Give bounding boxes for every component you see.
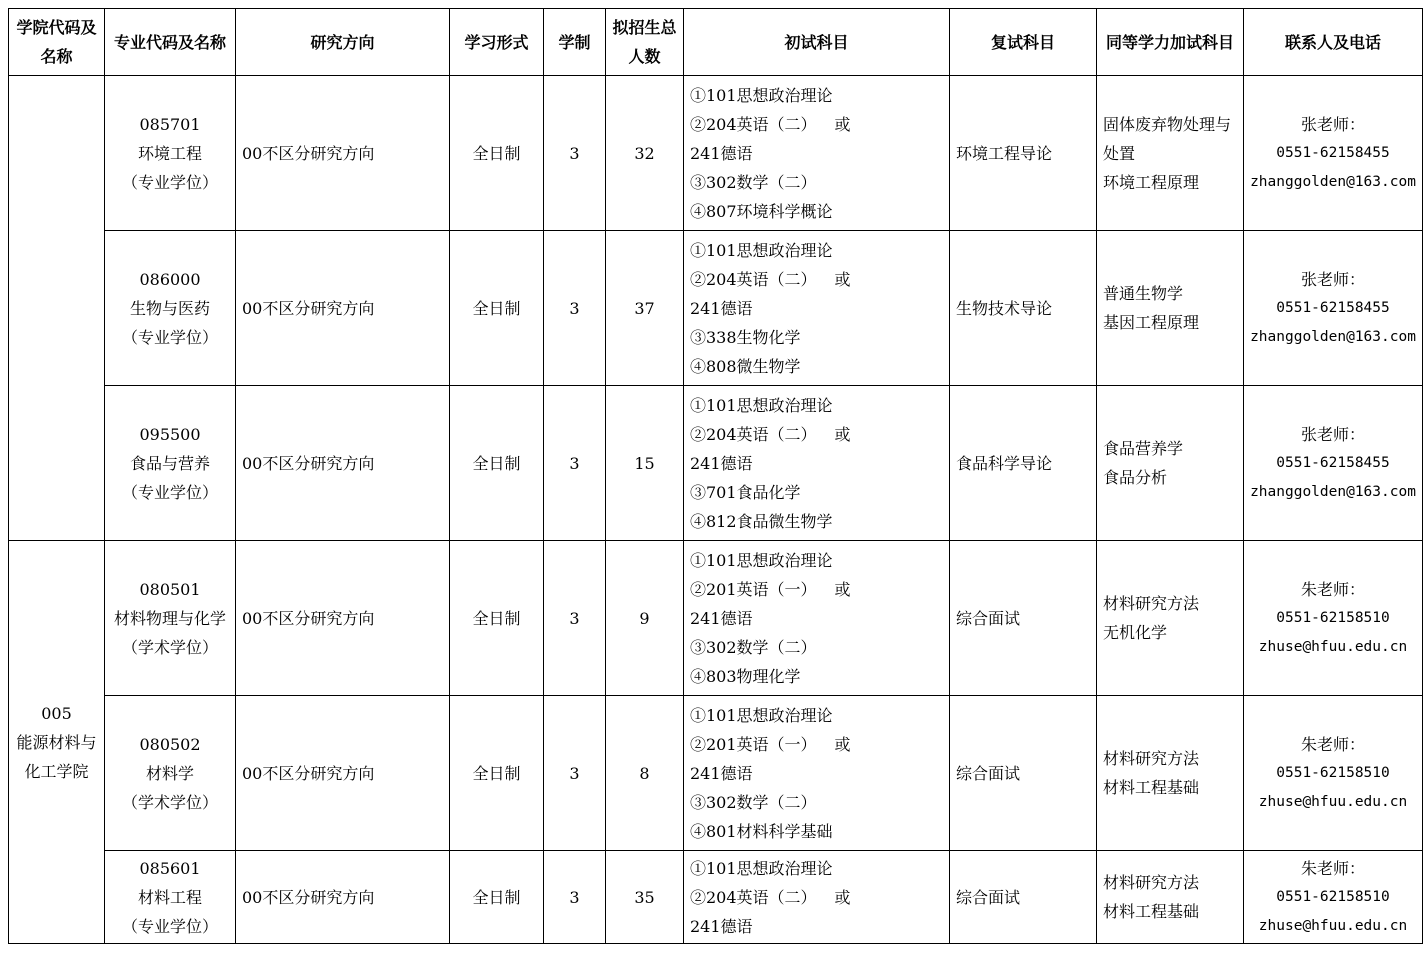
major-code: 080502: [139, 734, 201, 754]
table-row: [9, 696, 1423, 851]
contact-name: 朱老师：: [1300, 579, 1365, 599]
major-name: 食品与营养: [129, 453, 210, 473]
contact-phone: 0551-62158455: [1276, 454, 1390, 471]
major-code: 080501: [139, 579, 201, 599]
mode-cell: 全日制: [450, 76, 544, 231]
years-cell: 3: [544, 386, 606, 541]
contact-phone: 0551-62158510: [1276, 888, 1390, 905]
exam-subject: ④808微生物学: [690, 356, 801, 376]
exam-subject: ①101思想政治理论: [690, 395, 833, 415]
major-name: 材料物理与化学: [113, 608, 226, 628]
exam-or: 或: [834, 424, 851, 444]
exam-or: 或: [834, 887, 851, 907]
years-cell: 3: [544, 696, 606, 851]
major-code: 085701: [139, 114, 201, 134]
header-retest: 复试科目: [950, 9, 1097, 76]
admissions-table: [8, 8, 1423, 944]
major-name: 材料工程: [137, 887, 202, 907]
extra-cell: [1097, 76, 1244, 231]
header-years: 学制: [544, 9, 606, 76]
contact-name: 朱老师：: [1300, 734, 1365, 754]
exam-subject: ②204英语（二）: [690, 269, 817, 289]
exam-subject: ①101思想政治理论: [690, 240, 833, 260]
extra-subject: 材料研究方法: [1103, 749, 1200, 768]
exam-subject-line: [690, 883, 943, 912]
contact-phone: 0551-62158510: [1276, 609, 1390, 626]
exam-subject: ①101思想政治理论: [690, 705, 833, 725]
header-quota: 拟招生总人数: [606, 9, 684, 76]
exam-cell: [684, 696, 950, 851]
contact-cell: [1244, 231, 1423, 386]
degree-type: （专业学位）: [121, 916, 218, 936]
extra-subject: 基因工程原理: [1103, 313, 1200, 332]
direction-cell: 00不区分研究方向: [236, 851, 450, 944]
degree-type: （学术学位）: [121, 792, 218, 812]
major-name: 材料学: [145, 763, 194, 783]
table-row: [9, 851, 1423, 944]
header-direction: 研究方向: [236, 9, 450, 76]
exam-subject: ②204英语（二）: [690, 424, 817, 444]
extra-cell: [1097, 386, 1244, 541]
exam-or: 或: [834, 734, 851, 754]
contact-name: 朱老师：: [1300, 858, 1365, 878]
extra-subject: 材料研究方法: [1103, 594, 1200, 613]
contact-cell: [1244, 851, 1423, 944]
mode-cell: 全日制: [450, 851, 544, 944]
exam-subject: ①101思想政治理论: [690, 550, 833, 570]
exam-subject: ②204英语（二）: [690, 887, 817, 907]
quota-cell: 9: [606, 541, 684, 696]
contact-email: zhanggolden@163.com: [1250, 173, 1416, 190]
exam-subject: ③302数学（二）: [690, 637, 817, 657]
college-name: 能源材料与化工学院: [16, 732, 97, 781]
exam-subject: ③338生物化学: [690, 327, 801, 347]
exam-subject-line: [690, 575, 943, 604]
contact-email: zhuse@hfuu.edu.cn: [1258, 638, 1408, 655]
exam-or: 或: [834, 114, 851, 134]
exam-cell: [684, 851, 950, 944]
direction-cell: 00不区分研究方向: [236, 696, 450, 851]
exam-subject: ①101思想政治理论: [690, 85, 833, 105]
major-cell: [105, 541, 236, 696]
exam-subject: 241德语: [690, 453, 753, 473]
exam-subject: ①101思想政治理论: [690, 858, 833, 878]
major-cell: [105, 696, 236, 851]
exam-subject: ④801材料科学基础: [690, 821, 833, 841]
mode-cell: 全日制: [450, 386, 544, 541]
degree-type: （专业学位）: [121, 172, 218, 192]
retest-cell: 生物技术导论: [950, 231, 1097, 386]
retest-cell: 环境工程导论: [950, 76, 1097, 231]
exam-or: 或: [834, 579, 851, 599]
years-cell: 3: [544, 851, 606, 944]
contact-email: zhuse@hfuu.edu.cn: [1258, 793, 1408, 810]
retest-cell: 食品科学导论: [950, 386, 1097, 541]
contact-phone: 0551-62158455: [1276, 144, 1390, 161]
extra-cell: [1097, 541, 1244, 696]
contact-email: zhanggolden@163.com: [1250, 483, 1416, 500]
extra-subject: 普通生物学: [1103, 284, 1184, 303]
major-cell: [105, 231, 236, 386]
extra-subject: 食品分析: [1103, 468, 1168, 487]
contact-cell: [1244, 541, 1423, 696]
contact-name: 张老师：: [1300, 114, 1365, 134]
retest-cell: 综合面试: [950, 541, 1097, 696]
header-college: 学院代码及名称: [9, 9, 105, 76]
major-code: 086000: [139, 269, 201, 289]
exam-subject: ③701食品化学: [690, 482, 801, 502]
extra-subject: 材料研究方法: [1103, 873, 1200, 892]
table-row: [9, 386, 1423, 541]
exam-subject: ②201英语（一）: [690, 734, 817, 754]
major-cell: [105, 851, 236, 944]
exam-cell: [684, 76, 950, 231]
exam-subject: ③302数学（二）: [690, 792, 817, 812]
direction-cell: 00不区分研究方向: [236, 386, 450, 541]
retest-cell: 综合面试: [950, 851, 1097, 944]
degree-type: （专业学位）: [121, 327, 218, 347]
exam-subject: ③302数学（二）: [690, 172, 817, 192]
major-cell: [105, 386, 236, 541]
quota-cell: 32: [606, 76, 684, 231]
quota-cell: 15: [606, 386, 684, 541]
contact-email: zhuse@hfuu.edu.cn: [1258, 917, 1408, 934]
header-row: [9, 9, 1423, 76]
exam-subject: ②201英语（一）: [690, 579, 817, 599]
mode-cell: 全日制: [450, 696, 544, 851]
exam-subject: ④803物理化学: [690, 666, 801, 686]
header-mode: 学习形式: [450, 9, 544, 76]
years-cell: 3: [544, 231, 606, 386]
exam-subject: 241德语: [690, 763, 753, 783]
quota-cell: 8: [606, 696, 684, 851]
major-code: 095500: [139, 424, 201, 444]
contact-cell: [1244, 76, 1423, 231]
major-cell: [105, 76, 236, 231]
contact-name: 张老师：: [1300, 269, 1365, 289]
exam-cell: [684, 386, 950, 541]
direction-cell: 00不区分研究方向: [236, 231, 450, 386]
direction-cell: 00不区分研究方向: [236, 76, 450, 231]
degree-type: （专业学位）: [121, 482, 218, 502]
exam-subject-line: [690, 730, 943, 759]
exam-subject: 241德语: [690, 916, 753, 936]
exam-cell: [684, 541, 950, 696]
table-row: [9, 541, 1423, 696]
mode-cell: 全日制: [450, 541, 544, 696]
years-cell: 3: [544, 541, 606, 696]
exam-subject: ④807环境科学概论: [690, 201, 833, 221]
college-cell: [9, 541, 105, 944]
header-extra: 同等学力加试科目: [1097, 9, 1244, 76]
extra-subject: 固体废弃物处理与处置: [1103, 114, 1232, 163]
contact-cell: [1244, 696, 1423, 851]
extra-subject: 无机化学: [1103, 623, 1168, 642]
exam-subject-line: [690, 110, 943, 139]
contact-email: zhanggolden@163.com: [1250, 328, 1416, 345]
table-row: [9, 76, 1423, 231]
degree-type: （学术学位）: [121, 637, 218, 657]
exam-subject: 241德语: [690, 298, 753, 318]
years-cell: 3: [544, 76, 606, 231]
exam-subject-line: [690, 265, 943, 294]
college-cell-empty: [9, 76, 105, 541]
contact-phone: 0551-62158455: [1276, 299, 1390, 316]
extra-cell: [1097, 231, 1244, 386]
extra-subject: 食品营养学: [1103, 439, 1184, 458]
exam-cell: [684, 231, 950, 386]
direction-cell: 00不区分研究方向: [236, 541, 450, 696]
header-contact: 联系人及电话: [1244, 9, 1423, 76]
exam-subject-line: [690, 420, 943, 449]
header-major: 专业代码及名称: [105, 9, 236, 76]
exam-subject: ④812食品微生物学: [690, 511, 833, 531]
exam-subject: 241德语: [690, 143, 753, 163]
major-code: 085601: [139, 858, 201, 878]
mode-cell: 全日制: [450, 231, 544, 386]
table-row: [9, 231, 1423, 386]
extra-subject: 环境工程原理: [1103, 172, 1200, 192]
exam-subject: 241德语: [690, 608, 753, 628]
extra-cell: [1097, 851, 1244, 944]
contact-cell: [1244, 386, 1423, 541]
exam-or: 或: [834, 269, 851, 289]
major-name: 生物与医药: [129, 298, 210, 318]
quota-cell: 35: [606, 851, 684, 944]
contact-name: 张老师：: [1300, 424, 1365, 444]
college-code: 005: [41, 703, 72, 723]
quota-cell: 37: [606, 231, 684, 386]
retest-cell: 综合面试: [950, 696, 1097, 851]
extra-cell: [1097, 696, 1244, 851]
header-exam: 初试科目: [684, 9, 950, 76]
extra-subject: 材料工程基础: [1103, 902, 1200, 921]
major-name: 环境工程: [137, 143, 202, 163]
exam-subject: ②204英语（二）: [690, 114, 817, 134]
contact-phone: 0551-62158510: [1276, 764, 1390, 781]
extra-subject: 材料工程基础: [1103, 778, 1200, 797]
